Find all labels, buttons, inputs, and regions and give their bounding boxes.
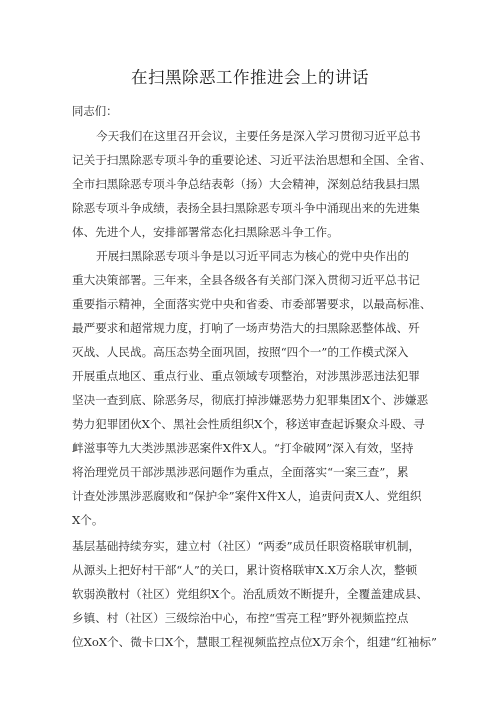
paragraph-line: 今天我们在这里召开会议，主要任务是深入学习贯彻习近平总书 — [96, 129, 421, 143]
paragraph-line: 开展重点地区、重点行业、重点领域专项整治，对涉黑涉恶违法犯罪 — [72, 369, 420, 383]
paragraph-line: 位XoX个、微卡口X个，慧眼工程视频监控点位X万余个，组建“红袖标” — [72, 635, 437, 649]
paragraph-line: 开展扫黑除恶专项斗争是以习近平同志为核心的党中央作出的 — [96, 249, 410, 263]
paragraph-line: 坚决一查到底、除恶务尽，彻底打掉涉嫌恶势力犯罪集团X个、涉嫌恶 — [72, 393, 429, 407]
paragraph-line: 重要指示精神，全面落实党中央和省委、市委部署要求，以最高标准、 — [72, 297, 432, 311]
paragraph-line: 除恶专项斗争成绩，表扬全县扫黑除恶专项斗争中涌现出来的先进集 — [72, 201, 420, 215]
paragraph-line: 记关于扫黑除恶专项斗争的重要论述、习近平法治思想和全国、全省、 — [72, 153, 432, 167]
paragraph-line: 灭战、人民战。高压态势全面巩固，按照“四个一”的工作模式深入 — [72, 345, 409, 359]
document-title: 在扫黑除恶工作推进会上的讲话 — [131, 68, 369, 87]
paragraph-line: 体、先进个人，安排部署常态化扫黑除恶斗争工作。 — [72, 225, 339, 239]
paragraph-line: 从源头上把好村干部“人”的关口，累计资格联审X.X万余人次，整顿 — [72, 563, 418, 577]
paragraph-line: X个。 — [72, 513, 104, 527]
paragraph-line: 乡镇、村（社区）三级综治中心，布控“雪亮工程”野外视频监控点 — [72, 611, 409, 625]
paragraph-line: 全市扫黑除恶专项斗争总结表彰（扬）大会精神，深刻总结我县扫黑 — [72, 177, 420, 191]
paragraph-line: 最严要求和超常规力度，打响了一场声势浩大的扫黑除恶整体战、歼 — [72, 321, 420, 335]
paragraph-line: 软弱涣散村（社区）党组织X个。治乱质效不断提升，全覆盖建成县、 — [72, 587, 429, 601]
paragraph-line: 重大决策部署。三年来，全县各级各有关部门深入贯彻习近平总书记 — [72, 273, 420, 287]
paragraph-line: 基层基础持续夯实，建立村（社区）“两委”成员任职资格联审机制， — [72, 539, 421, 553]
paragraph-line: 衅滋事等九大类涉黑涉恶案件X件X人。“打伞破网”深入有效，坚持 — [72, 441, 414, 455]
paragraph-line: 势力犯罪团伙X个、黑社会性质组织X个，移送审查起诉聚众斗殴、寻 — [72, 417, 425, 431]
paragraph-line: 计查处涉黑涉恶腐败和“保护伞”案件X件X人，追责问责X人、党组织 — [72, 489, 422, 503]
paragraph-line: 将治理党员干部涉黑涉恶问题作为重点，全面落实“一案三查”，累 — [72, 465, 409, 479]
salutation: 同志们： — [72, 104, 118, 118]
